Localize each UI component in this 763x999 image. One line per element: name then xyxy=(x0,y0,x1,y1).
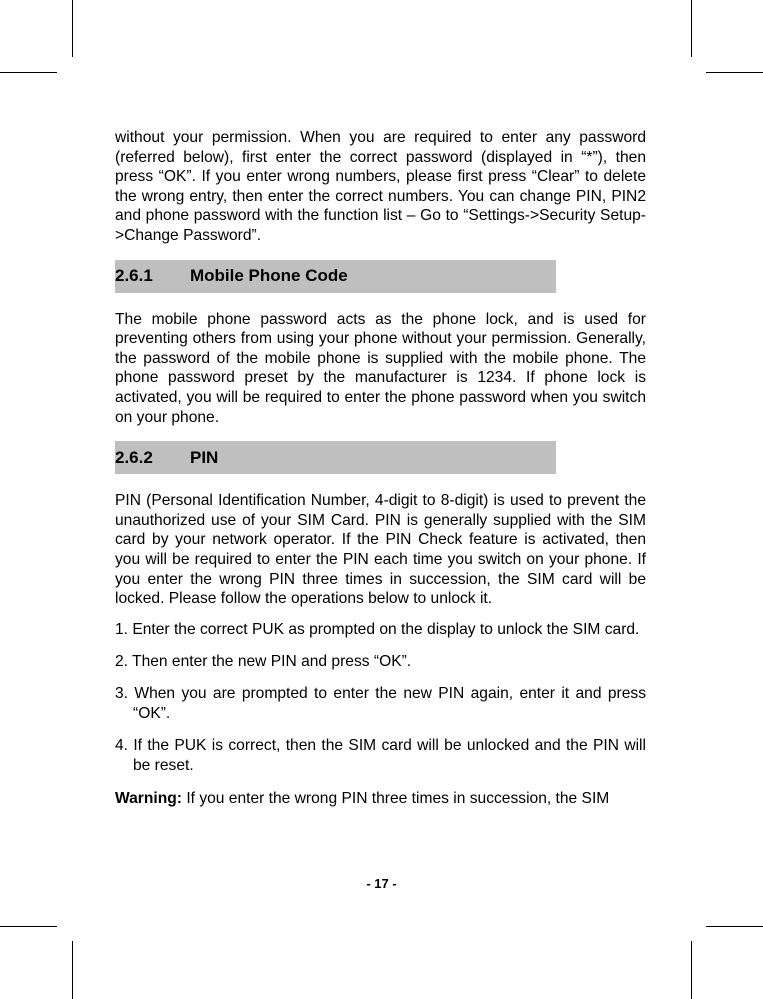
page-content xyxy=(115,128,646,808)
section-body-mobile-phone-code: The mobile phone password acts as the phone lock, and is used for preventing others from using your phone without your permission. Generally, the password of the mobile phone is supplied with the mobile phone. The phone password preset by the manufacturer is 1234. If phone lock is activated, you will be required to enter the phone password when you switch on your phone. xyxy=(115,310,646,426)
section-number: 2.6.2 xyxy=(115,447,153,467)
crop-mark-bottom-right-horizontal xyxy=(706,926,763,927)
section-title: PIN xyxy=(190,447,219,467)
crop-mark-bottom-left-vertical xyxy=(72,941,73,999)
warning-text: If you enter the wrong PIN three times in succession, the SIM xyxy=(181,789,610,807)
step-3: 3. When you are prompted to enter the new PIN again, enter it and press “OK”. xyxy=(115,685,646,722)
step-4: 4. If the PUK is correct, then the SIM card will be unlocked and the PIN will be reset. xyxy=(115,737,646,775)
crop-mark-bottom-left-horizontal xyxy=(0,926,57,927)
crop-mark-top-right-vertical xyxy=(691,0,692,57)
section-heading-pin xyxy=(115,441,556,474)
intro-paragraph: without your permission. When you are required to enter any password (referred below), first enter the correct password (displayed in “*”), then press “OK”. If you enter wrong numbers, please first press “Clear” to delete the wrong entry, then enter the correct numbers. You can change PIN, PIN2 and phone password with the function list – Go to “Settings->Security Setup->Change Password”. xyxy=(115,129,646,244)
warning-paragraph xyxy=(115,789,646,809)
section-title: Mobile Phone Code xyxy=(190,266,348,286)
step-1: 1. Enter the correct PUK as prompted on the display to unlock the SIM card. xyxy=(115,620,640,638)
warning-label: Warning: xyxy=(115,789,182,807)
step-2: 2. Then enter the new PIN and press “OK”. xyxy=(115,652,412,670)
section-number: 2.6.1 xyxy=(115,266,153,286)
crop-mark-bottom-right-vertical xyxy=(691,941,692,999)
section-heading-mobile-phone-code xyxy=(115,260,556,293)
section-body-pin: PIN (Personal Identification Number, 4-digit to 8-digit) is used to prevent the unauthorized use of your SIM Card. PIN is generally supplied with the SIM card by your network operator. If the PIN Check feature is activated, then you will be required to enter the PIN each time you switch on your phone. If you enter the wrong PIN three times in succession, the SIM card will be locked. Please follow the operations below to unlock it. xyxy=(115,492,646,608)
crop-mark-top-right-horizontal xyxy=(706,72,763,73)
crop-mark-top-left-vertical xyxy=(72,0,73,57)
page-number: - 17 - xyxy=(366,876,397,891)
crop-mark-top-left-horizontal xyxy=(0,72,57,73)
